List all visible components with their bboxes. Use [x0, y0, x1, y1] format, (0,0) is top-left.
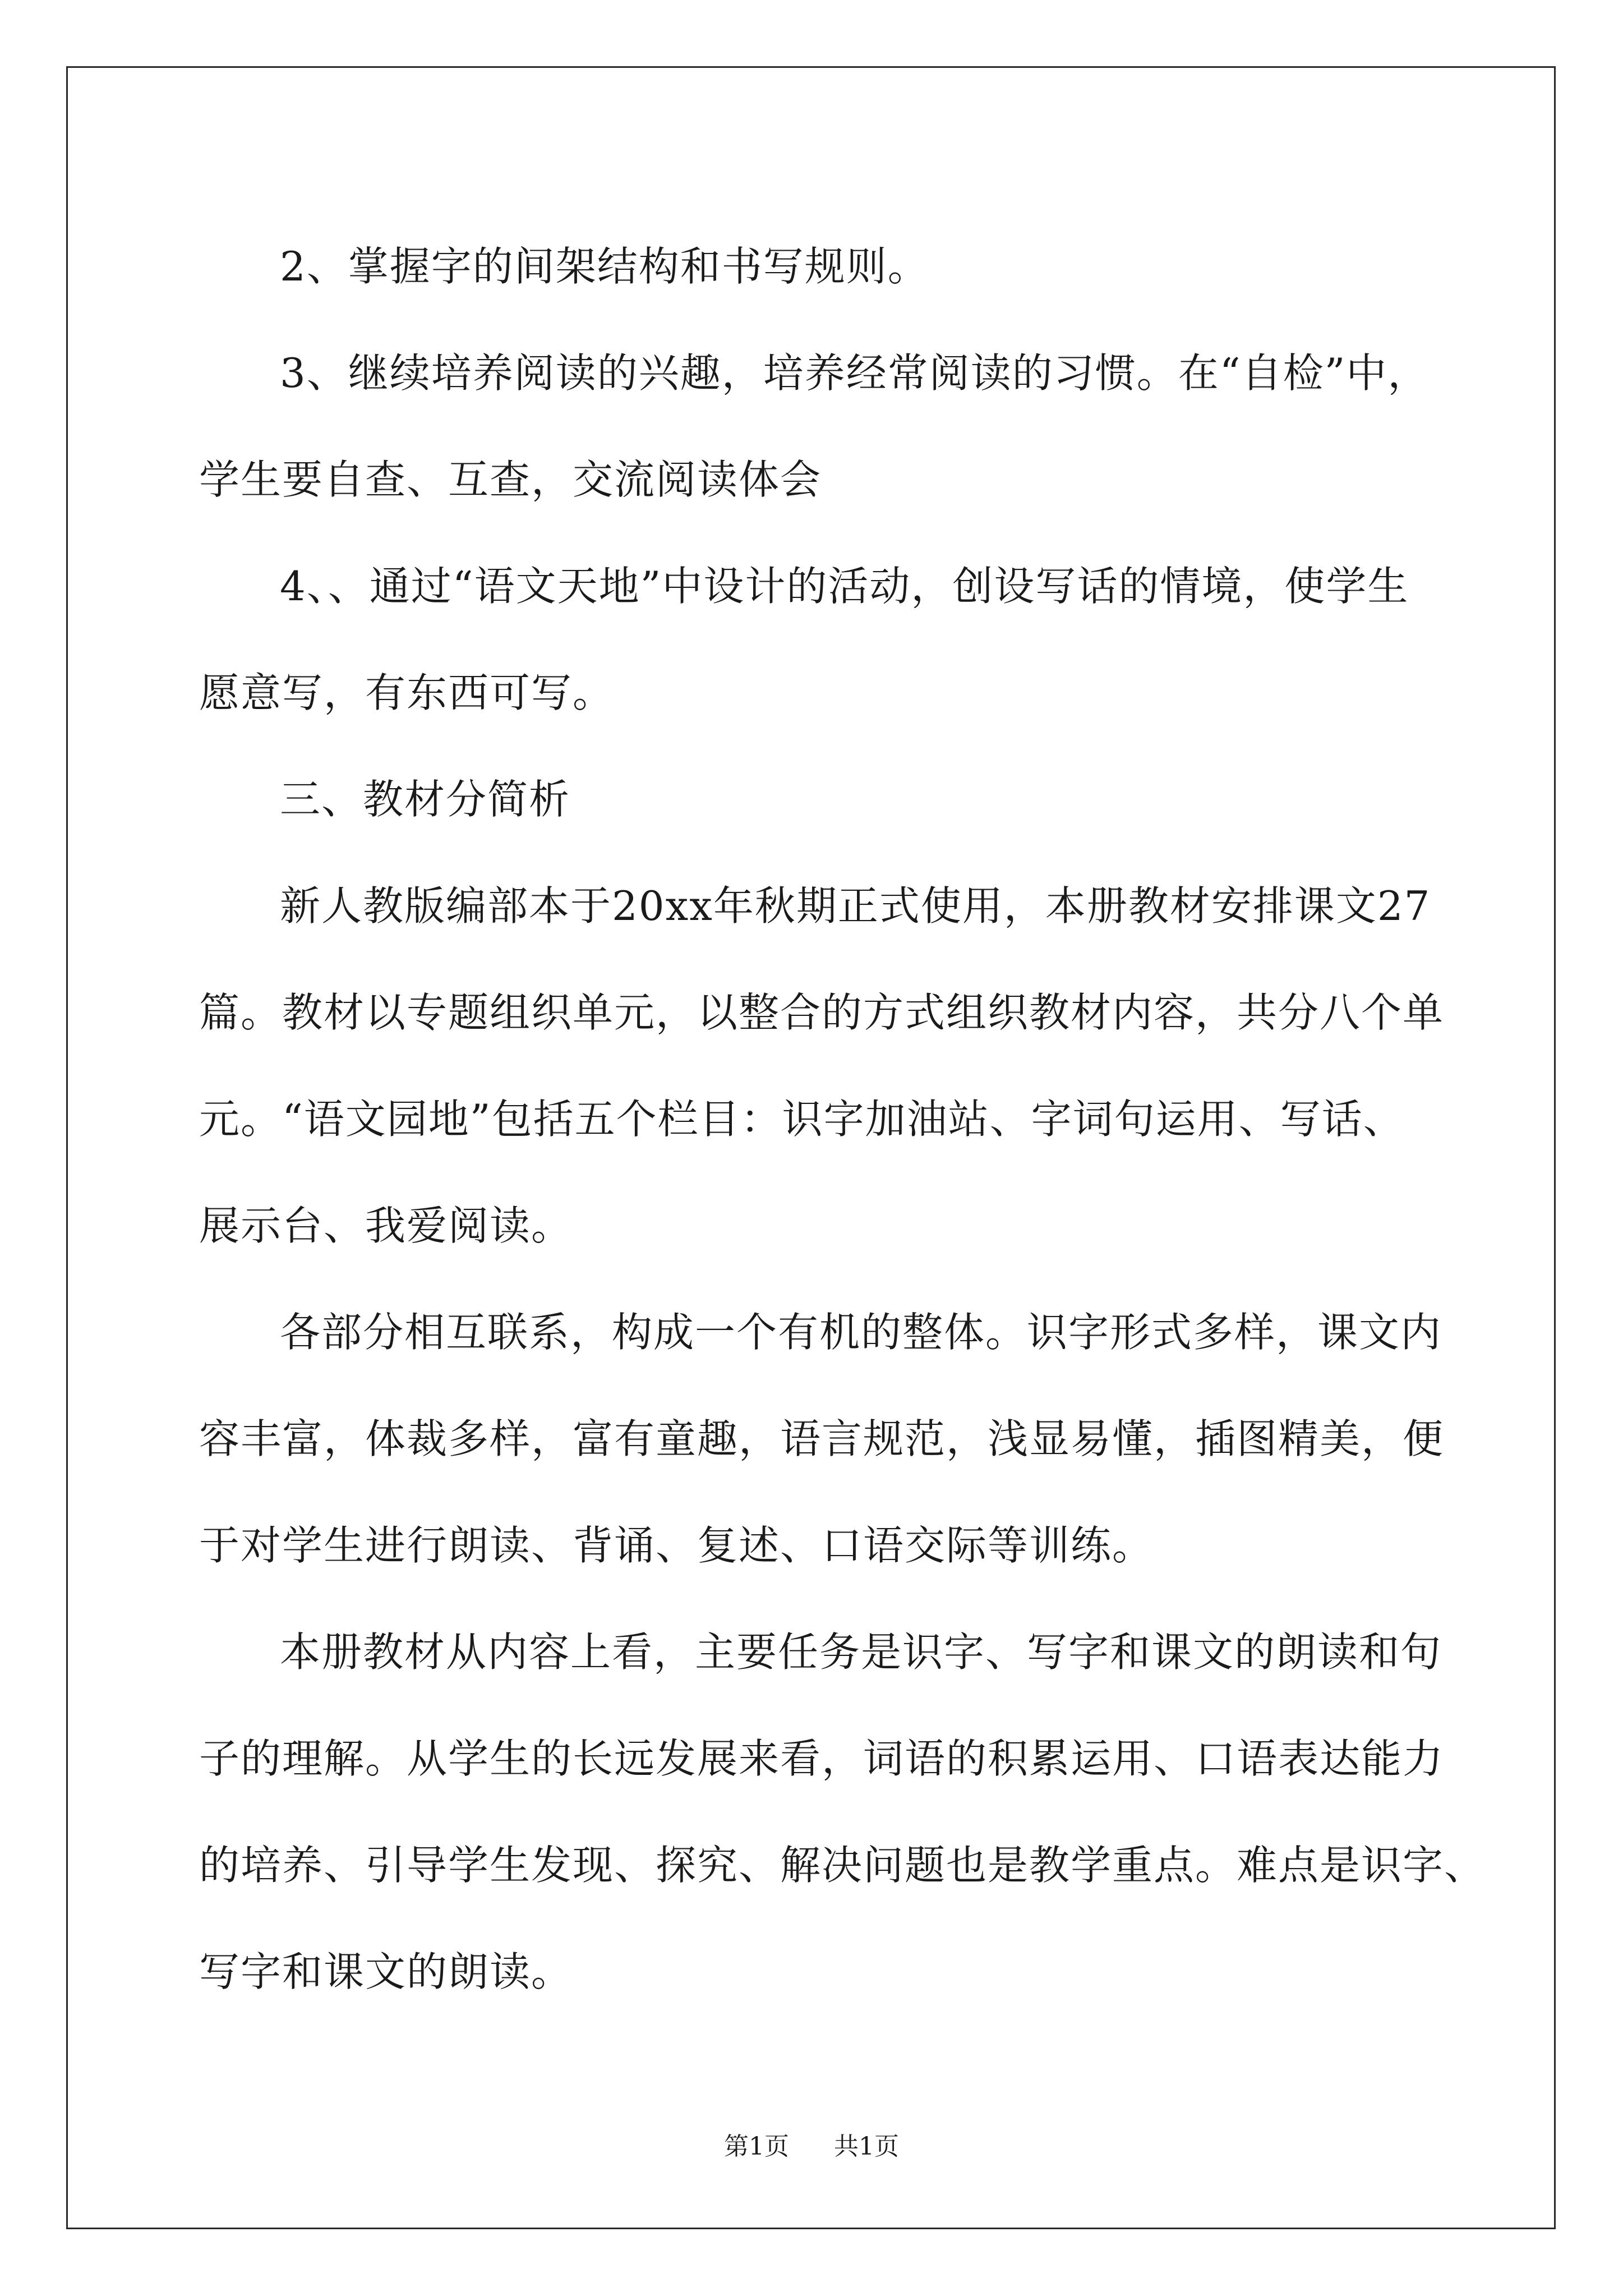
text-line: 本册教材从内容上看，主要任务是识字、写字和课文的朗读和句 [280, 1628, 1442, 1676]
text-line: 4、、通过“语文天地”中设计的活动，创设写话的情境，使学生 [280, 563, 1409, 610]
page-number: 第1页 [724, 2132, 789, 2161]
page-footer [0, 2126, 1623, 2162]
paragraph [199, 533, 1461, 746]
paragraph [199, 213, 1461, 320]
text-line: 学生要自查、互查，交流阅读体会 [199, 456, 822, 503]
paragraph [199, 853, 1461, 1279]
text-line: 篇。教材以专题组织单元，以整合的方式组织教材内容，共分八个单 [199, 989, 1445, 1036]
text-line: 愿意写，有东西可写。 [199, 669, 615, 716]
text-line: 容丰富，体裁多样，富有童趣，语言规范，浅显易懂，插图精美，便 [199, 1415, 1445, 1462]
paragraph [199, 1599, 1486, 2025]
page-total: 共1页 [834, 2132, 899, 2161]
text-line: 3、继续培养阅读的兴趣，培养经常阅读的习惯。在“自检”中， [280, 349, 1430, 397]
text-line: 于对学生进行朗读、背诵、复述、口语交际等训练。 [199, 1522, 1154, 1569]
text-line: 的培养、引导学生发现、探究、解决问题也是教学重点。难点是识字、 [199, 1842, 1486, 1889]
text-line: 元。“语文园地”包括五个栏目：识字加油站、字词句运用、写话、 [199, 1096, 1405, 1143]
text-line: 写字和课文的朗读。 [199, 1948, 573, 1995]
paragraph [199, 320, 1461, 533]
text-line: 新人教版编部本于20xx年秋期正式使用，本册教材安排课文27 [280, 882, 1431, 930]
text-line: 子的理解。从学生的长远发展来看，词语的积累运用、口语表达能力 [199, 1735, 1445, 1782]
section-heading [199, 746, 1461, 853]
text-line: 各部分相互联系，构成一个有机的整体。识字形式多样，课文内 [280, 1309, 1442, 1356]
text-line: 展示台、我爱阅读。 [199, 1202, 573, 1249]
text-line: 三、教材分简析 [280, 776, 571, 823]
paragraph [199, 1279, 1461, 1599]
document-body [199, 213, 1486, 2025]
text-line: 2、掌握字的间架结构和书写规则。 [280, 243, 929, 290]
